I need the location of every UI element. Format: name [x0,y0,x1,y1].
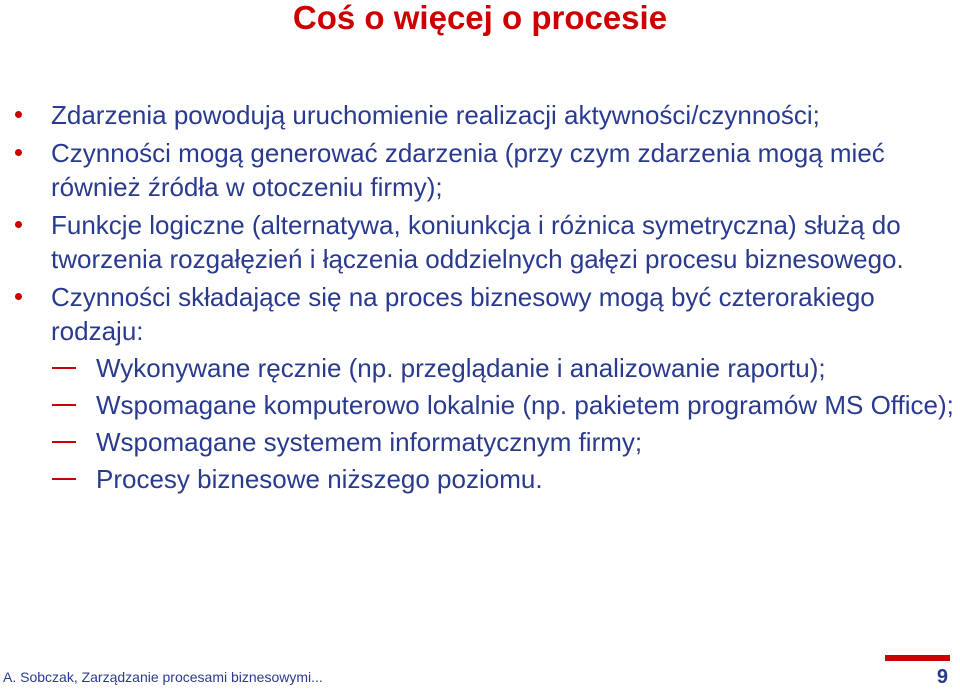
bullet-dot-icon [15,221,22,228]
sub-item [0,352,960,385]
footer-author: A. Sobczak, Zarządzanie procesami biznesowymi... [3,669,323,685]
sub-item [0,426,960,459]
sub-item-text: Wykonywane ręcznie (np. przeglądanie i analizowanie raportu); [96,353,826,383]
slide-title: Coś o więcej o procesie [292,0,668,36]
bullet-text: Czynności mogą generować zdarzenia (przy czym zdarzenia mogą mieć również źródła w otoczeniu firmy); [51,138,885,202]
dash-icon [52,404,76,406]
page-number: 9 [936,666,948,688]
dash-icon [52,367,76,369]
dash-icon [52,441,76,443]
sub-item [0,389,960,422]
slide-content [0,98,960,500]
bullet-text: Czynności składające się na proces biznesowy mogą być czterorakiego rodzaju: [51,282,875,346]
bullet-dot-icon [15,149,22,156]
slide-footer [0,649,960,689]
page-number-bar [885,655,950,661]
sub-item-text: Wspomagane systemem informatycznym firmy; [96,427,643,457]
sub-item-text: Wspomagane komputerowo lokalnie (np. pakietem programów MS Office); [96,390,954,420]
bullet-text: Zdarzenia powodują uruchomienie realizacji aktywności/czynności; [51,100,820,130]
dash-icon [52,478,76,480]
sub-item [0,463,960,496]
bullet-item [0,98,960,132]
bullet-text: Funkcje logiczne (alternatywa, koniunkcja i różnica symetryczna) służą do tworzenia rozgałęzień i łączenia oddzielnych gałęzi procesu biznesowego. [51,210,904,274]
bullet-item [0,136,960,204]
bullet-item [0,280,960,348]
sub-item-text: Procesy biznesowe niższego poziomu. [96,464,543,494]
bullet-item [0,208,960,276]
bullet-dot-icon [15,111,22,118]
bullet-dot-icon [15,293,22,300]
